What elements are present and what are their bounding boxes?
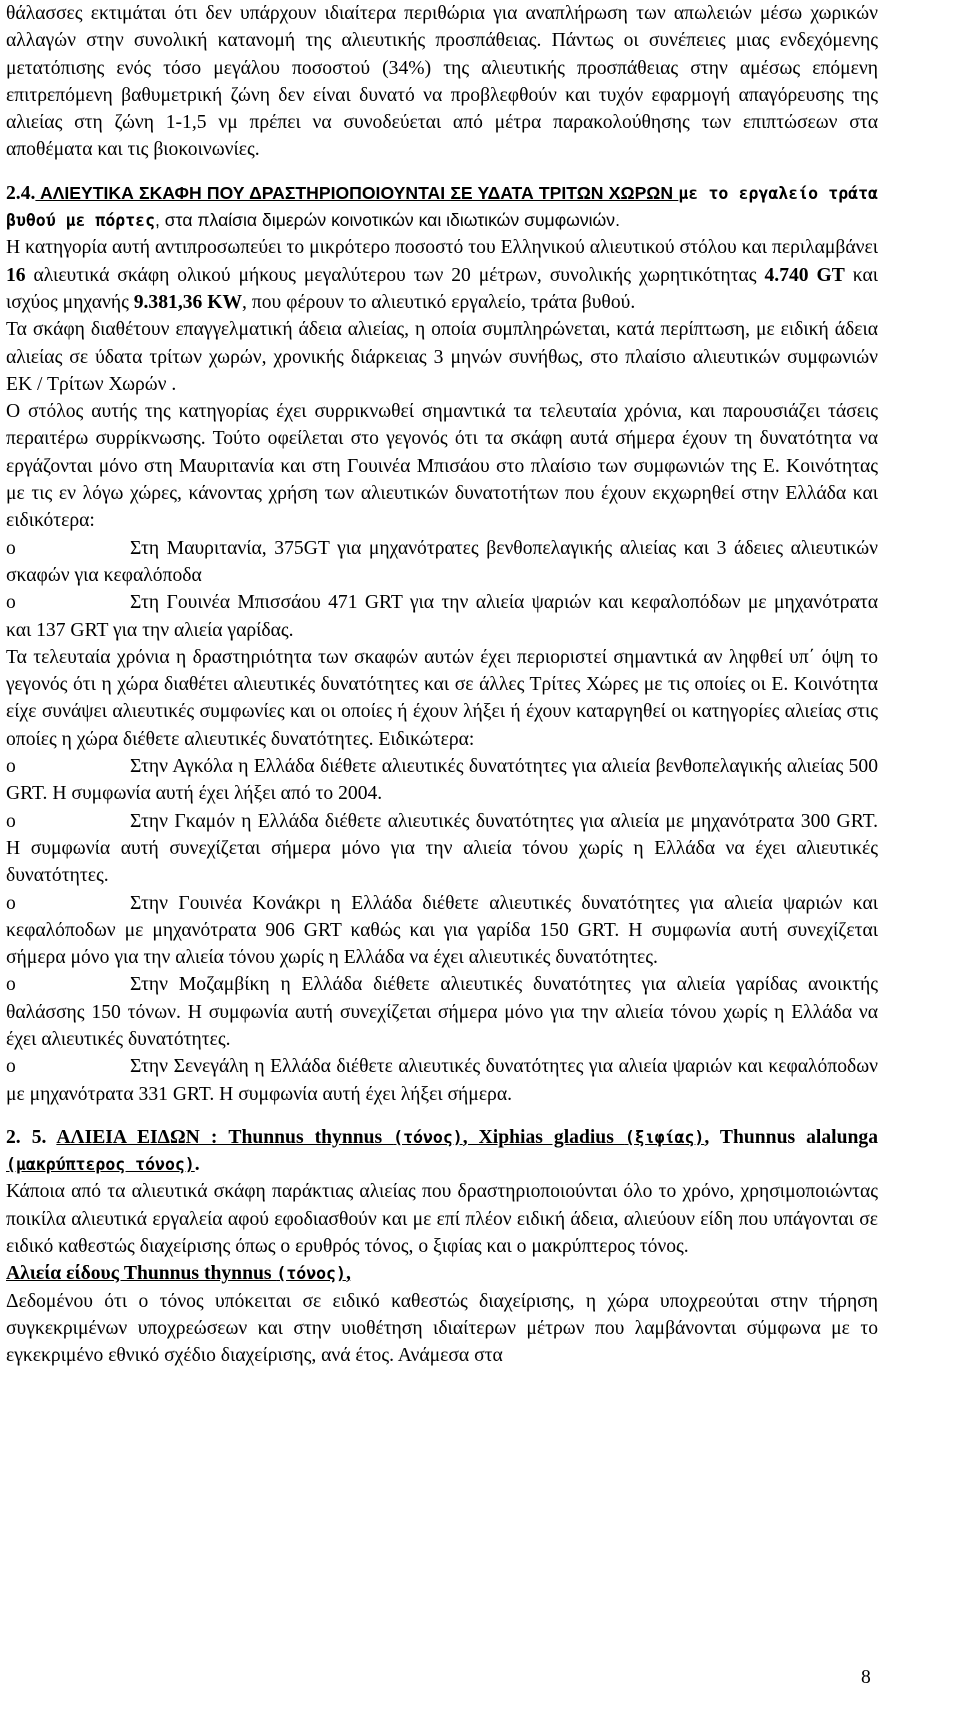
list-item — [6, 535, 878, 590]
section-title: Thunnus alalunga — [709, 1126, 879, 1148]
list-item-text: Στην Γουινέα Κονάκρι η Ελλάδα διέθετε αλιευτικές δυνατότητες για αλιεία ψαριών και κεφαλόποδων με μηχανότρατα 906 GRT καθώς και για γαρίδα 150 GRT. Η συμφωνία αυτή συνεχίζεται σήμερα μόνο για την αλιεία τόνου χωρίς η Ελλάδα να έχει αλιευτικές δυνατότητες. — [6, 892, 878, 969]
species-common-name: (μακρύπτερος τόνος) — [6, 1155, 195, 1175]
sub-heading-text: Αλιεία είδους Thunnus thynnus — [6, 1263, 277, 1285]
document-page — [6, 0, 878, 1370]
spacer — [6, 164, 878, 180]
paragraph: Ο στόλος αυτής της κατηγορίας έχει συρρικνωθεί σημαντικά τα τελευταία χρόνια, και παρουσιάζει τάσεις περαιτέρω συρρίκνωσης. Τούτο οφείλεται στο γεγονός ότι τα σκάφη αυτά σήμερα έχουν τη δυνατότητα να εργάζονται μόνο στη Μαυριτανία και στη Γουινέα Μπισάου στο πλαίσιο των συμφωνιών της Ε. Κοινότητας με τις εν λόγω χώρες, κάνοντας χρήση των αλιευτικών δυνατοτήτων που έχουν εκχωρηθεί στην Ελλάδα και ειδικότερα: — [6, 401, 878, 532]
list-item-text: Στην Μοζαμβίκη η Ελλάδα διέθετε αλιευτικές δυνατότητες για αλιεία γαρίδας ανοικτής θαλάσσης 150 τόνων. Η συμφωνία αυτή συνεχίζεται σήμερα μόνο για την αλιεία τόνου χωρίς η Ελλάδα να έχει αλιευτικές δυνατότητες. — [6, 974, 878, 1050]
bullet-marker: o — [6, 810, 16, 832]
list-item — [6, 971, 878, 1053]
species-common-name: (τόνος) — [276, 1264, 346, 1284]
section-title: ΑΛΙΕΙΑ ΕΙΔΩΝ : Thunnus thynnus — [56, 1126, 394, 1148]
paragraph: Δεδομένου ότι ο τόνος υπόκειται σε ειδικό καθεστώς διαχείρισης, η χώρα υποχρεούται στην τήρηση συγκεκριμένων υποχρεώσεων και στην υιοθέτηση ιδιαίτερων μέτρων που λαμβάνονται σύμφωνα με το εγκεκριμένο εθνικό σχέδιο διαχείρισης, ανά έτος. Ανάμεσα στα — [6, 1290, 878, 1367]
engine-power: 9.381,36 KW — [133, 291, 243, 313]
bullet-marker: o — [6, 974, 16, 996]
list-item — [6, 589, 878, 644]
bullet-marker: o — [6, 1056, 16, 1078]
page-number: 8 — [861, 1667, 871, 1688]
list-item — [6, 753, 878, 808]
list-item-text: Στη Μαυριτανία, 375GT για μηχανότρατες βενθοπελαγικής αλιείας και 3 άδειες αλιευτικών σκαφών για κεφαλόποδα — [6, 537, 878, 586]
vessel-count: 16 — [6, 264, 26, 286]
text: αλιευτικά σκάφη ολικού μήκους μεγαλύτερου των 20 μέτρων, συνολικής χωρητικότητας — [25, 264, 765, 286]
section-2-4-heading — [6, 180, 878, 235]
paragraph: Τα τελευταία χρόνια η δραστηριότητα των σκαφών αυτών έχει περιοριστεί σημαντικά αν ληφθεί υπ΄ όψη το γεγονός ότι η χώρα διαθέτει αλιευτικές δυνατότητες και σε άλλες Τρίτες Χώρες με τις οποίες οι Ε. Κοινότητα είχε συνάψει αλιευτικές συμφωνίες και οι οποίες ή έχουν λήξει ή έχουν καταργηθεί οι κατηγορίες αλιείας στις οποίες η χώρα διέθετε αλιευτικές δυνατότητες. Ειδικώτερα: — [6, 646, 878, 750]
paragraph — [6, 234, 878, 316]
text: και ισχύος μηχανής — [6, 264, 878, 313]
bullet-marker: o — [6, 756, 16, 778]
text: , που φέρουν το αλιευτικό εργαλείο, τράτα βυθού. — [242, 291, 636, 313]
section-number: 2. 5. — [6, 1126, 57, 1148]
sub-heading — [6, 1260, 878, 1287]
section-title-gear: με το εργαλείο τράτα βυθού με πόρτες — [6, 183, 878, 231]
list-item — [6, 1053, 878, 1108]
list-item-text: Στην Σενεγάλη η Ελλάδα διέθετε αλιευτικές δυνατότητες για αλιεία ψαριών και κεφαλόποδων με μηχανότρατα 331 GRT. Η συμφωνία αυτή έχει λήξει σήμερα. — [6, 1056, 878, 1105]
paragraph: Τα σκάφη διαθέτουν επαγγελματική άδεια αλιείας, η οποία συμπληρώνεται, κατά περίπτωση, με ειδική άδεια αλιείας σε ύδατα τρίτων χωρών, χρονικής διάρκειας 3 μηνών συνήθως, στο πλαίσιο αλιευτικών συμφωνιών ΕΚ / Τρίτων Χωρών . — [6, 319, 878, 395]
section-number: 2.4. — [6, 182, 36, 204]
sub-heading-text: , — [345, 1263, 351, 1285]
list-item — [6, 890, 878, 972]
tonnage: 4.740 GT — [764, 264, 845, 286]
species-common-name: (τόνος) — [393, 1127, 463, 1147]
paragraph: Κάποια από τα αλιευτικά σκάφη παράκτιας αλιείας που δραστηριοποιούνται όλο το χρόνο, χρησιμοποιώντας ποικίλα αλιευτικά εργαλεία αφού εφοδιασθούν και με επί πλέον ειδική άδεια, αλιεύουν είδη που υπάγονται σε ειδικό καθεστώς διαχείρισης όπως ο ερυθρός τόνος, ο ξιφίας και ο μακρύπτερος τόνος. — [6, 1181, 878, 1258]
section-title: , — [704, 1126, 710, 1148]
bullet-marker: o — [6, 592, 16, 614]
section-2-5-heading — [6, 1124, 878, 1179]
bullet-marker: o — [6, 892, 16, 914]
species-common-name: (ξιφίας) — [624, 1127, 705, 1147]
section-title: . — [194, 1154, 200, 1176]
intro-paragraph: θάλασσες εκτιμάται ότι δεν υπάρχουν ιδιαίτερα περιθώρια για αναπλήρωση των απωλειών μέσω χωρικών αλλαγών στην συνολική κατανομή της αλιευτικής προσπάθειας. Πάντως οι συνέπειες μιας ενδεχόμενης μετατόπισης ενός τόσο μεγάλου ποσοστού (34%) της αλιευτικής προσπάθειας στην αμέσως επόμενη επιτρεπόμενη βαθυμετρική ζώνη δεν είναι δυνατό να προβλεφθούν και τυχόν εφαρμογή απαγόρευσης της αλιείας στη ζώνη 1-1,5 νμ πρέπει να συνοδεύεται από μέτρα παρακολούθησης των επιπτώσεων στα αποθέματα και τις βιοκοινωνίες. — [6, 3, 878, 161]
section-title: , Xiphias gladius — [462, 1126, 625, 1148]
list-item-text: Στην Γκαμόν η Ελλάδα διέθετε αλιευτικές δυνατότητες για αλιεία με μηχανότρατα 300 GRT. Η συμφωνία αυτή συνεχίζεται σήμερα μόνο για την αλιεία τόνου χωρίς η Ελλάδα να έχει αλιευτικές δυνατότητες. — [6, 810, 878, 887]
list-item-text: Στην Αγκόλα η Ελλάδα διέθετε αλιευτικές δυνατότητες για αλιεία βενθοπελαγικής αλιείας 500 GRT. Η συμφωνία αυτή έχει λήξει από το 2004. — [6, 756, 878, 805]
section-title: ΑΛΙΕΥΤΙΚΑ ΣΚΑΦΗ ΠΟΥ ΔΡΑΣΤΗΡΙΟΠΟΙΟΥΝΤΑΙ ΣΕ ΥΔΑΤΑ ΤΡΙΤΩΝ ΧΩΡΩΝ — [35, 182, 679, 203]
list-item — [6, 808, 878, 890]
spacer — [6, 1108, 878, 1124]
section-title-tail: , στα πλαίσια διμερών κοινοτικών και ιδιωτικών συμφωνιών. — [155, 210, 620, 231]
list-item-text: Στη Γουινέα Μπισσάου 471 GRT για την αλιεία ψαριών και κεφαλοπόδων με μηχανότρατα και 137 GRT για την αλιεία γαρίδας. — [6, 592, 878, 641]
bullet-marker: o — [6, 537, 16, 559]
text: Η κατηγορία αυτή αντιπροσωπεύει το μικρότερο ποσοστό του Ελληνικού αλιευτικού στόλου και περιλαμβάνει — [6, 237, 878, 259]
